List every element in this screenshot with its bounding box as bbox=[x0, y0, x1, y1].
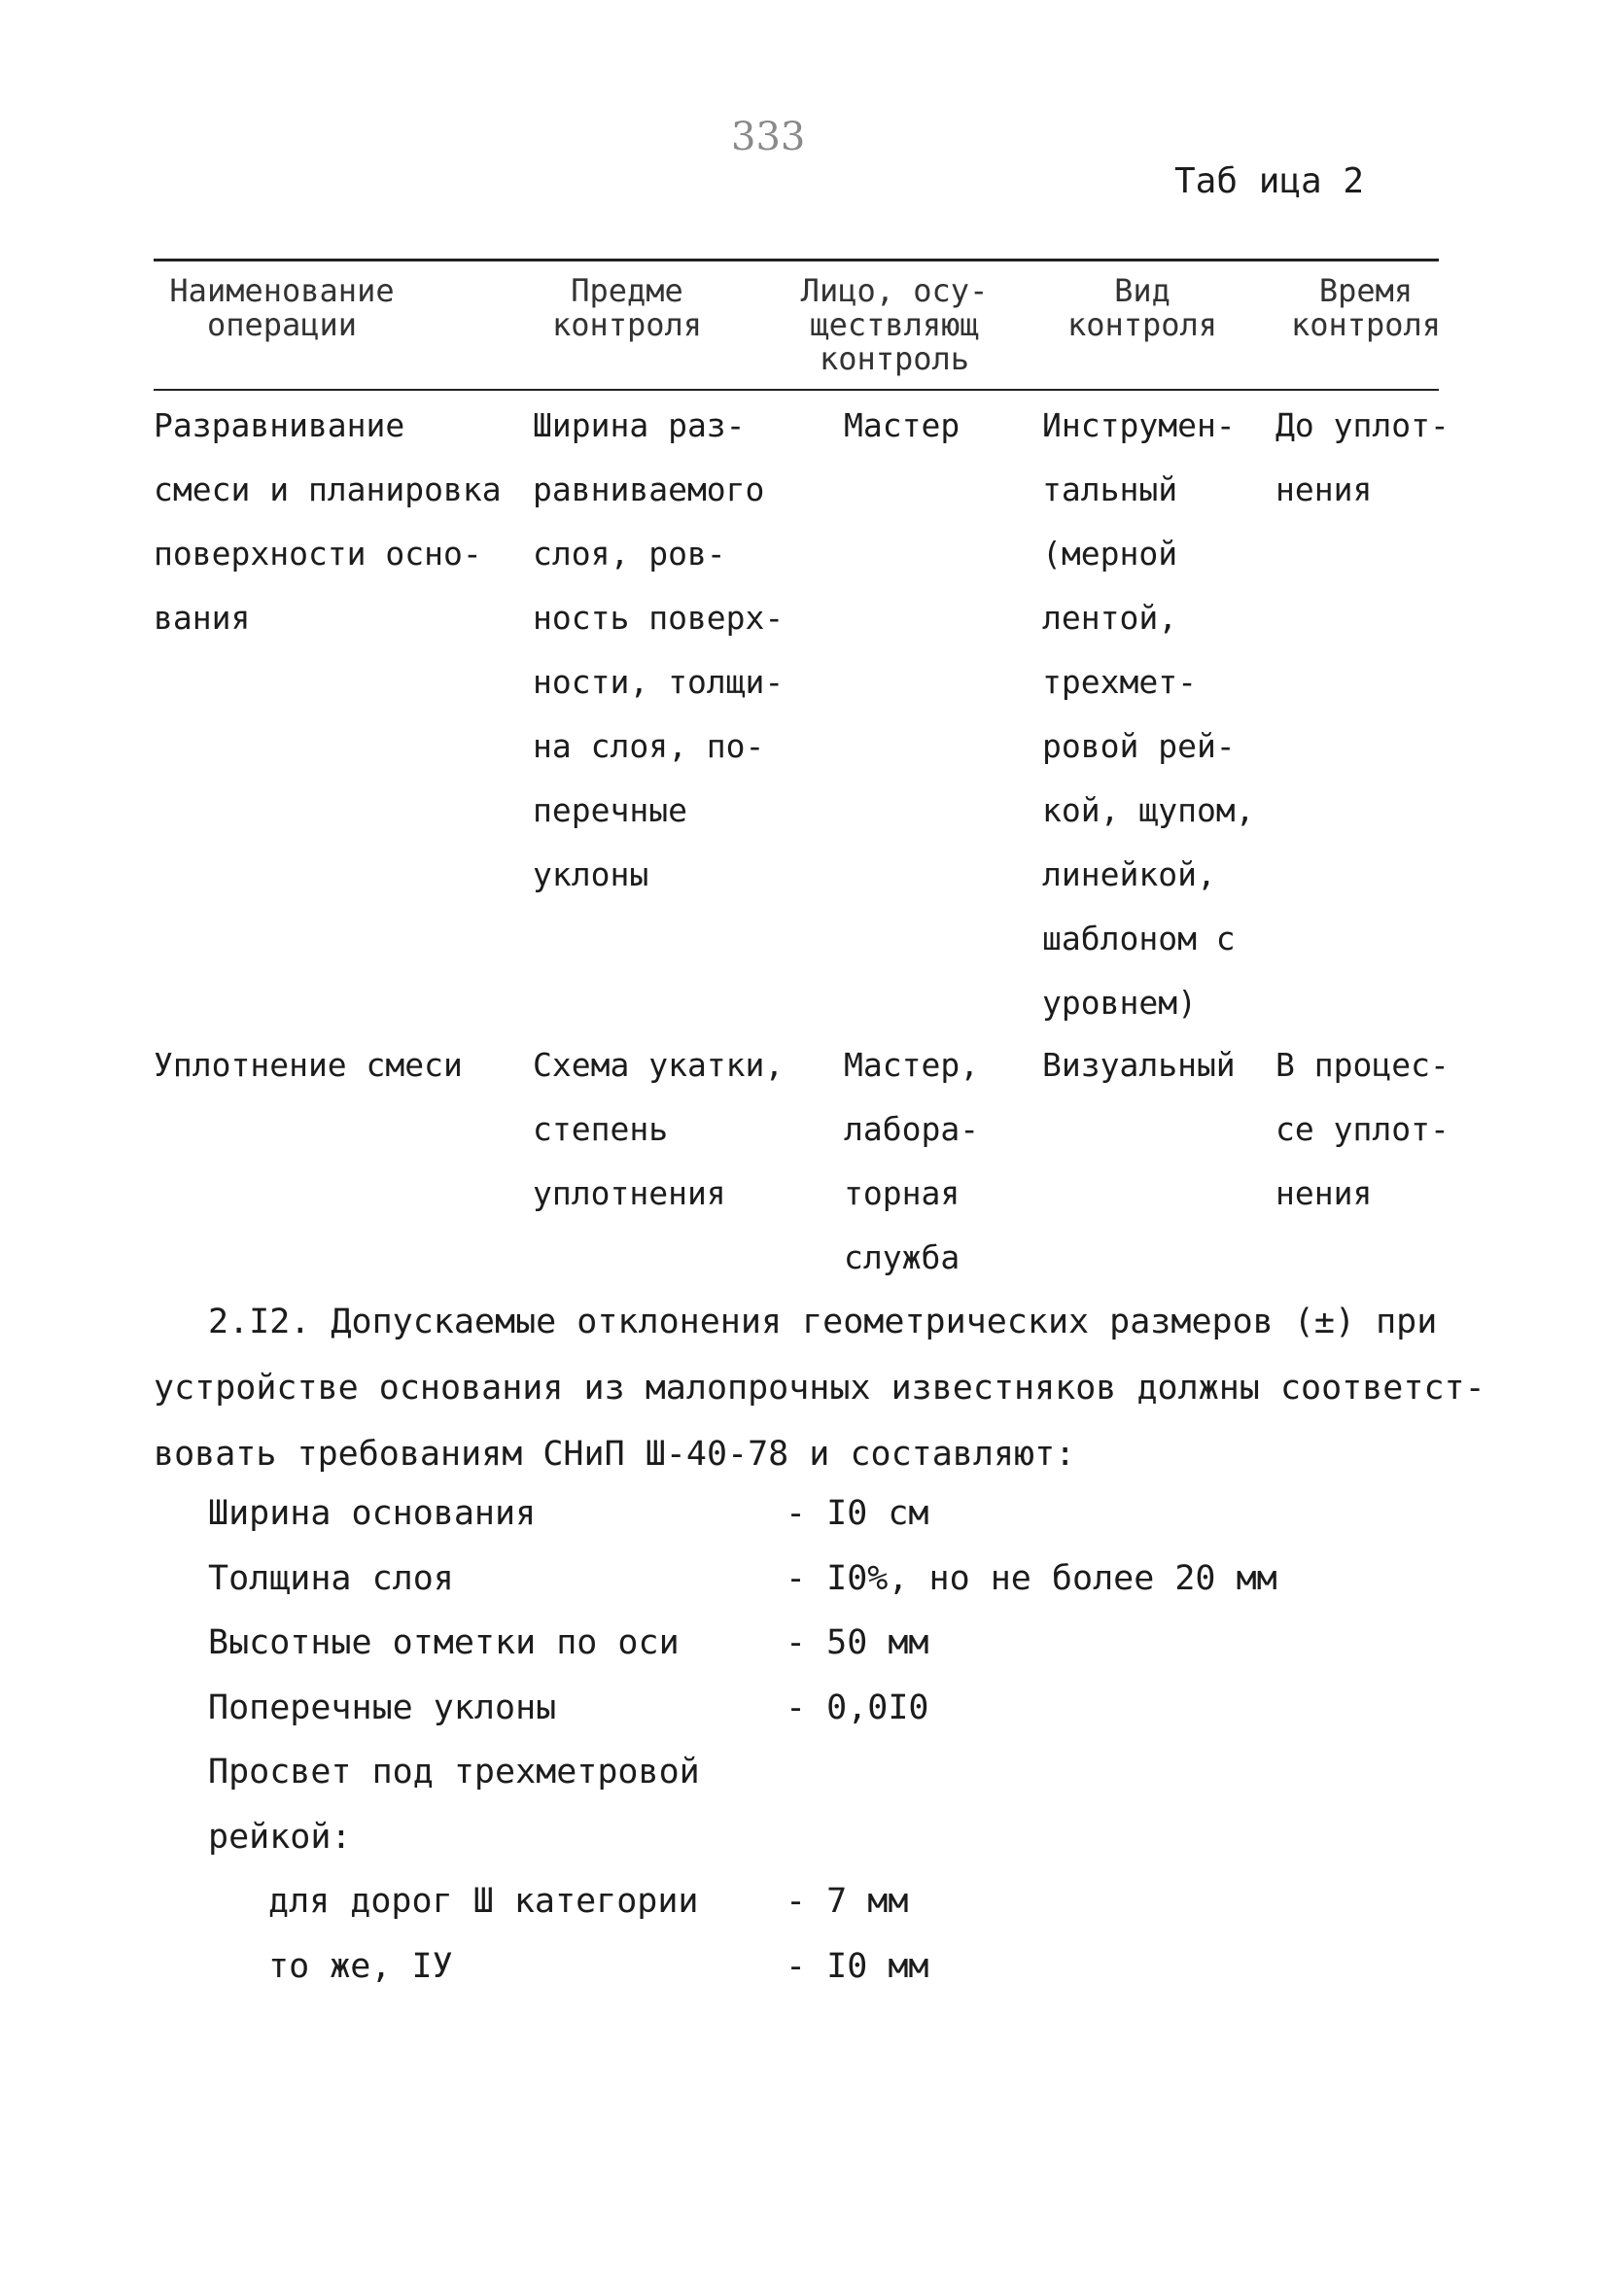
header-line: контроля bbox=[1066, 306, 1218, 343]
cell-line: До уплот- bbox=[1275, 406, 1450, 444]
cell-line: уровнем) bbox=[1042, 984, 1197, 1022]
tolerance-label: Толщина слоя bbox=[208, 1559, 454, 1598]
cell-line: В процес- bbox=[1275, 1046, 1450, 1084]
cell-line: служба bbox=[844, 1238, 961, 1276]
table-cell-kind bbox=[1042, 1033, 1236, 1097]
header-line: Лицо, осу- bbox=[800, 272, 989, 309]
tolerance-label: рейкой: bbox=[208, 1818, 352, 1857]
cell-line: ность поверх- bbox=[533, 599, 785, 637]
cell-line: Разравнивание bbox=[154, 406, 405, 444]
cell-line: Инструмен- bbox=[1042, 406, 1236, 444]
tolerance-value: - 0,0I0 bbox=[786, 1688, 929, 1727]
cell-line: Мастер, bbox=[844, 1046, 980, 1084]
tolerance-value: - 7 мм bbox=[786, 1882, 909, 1921]
paragraph-line: вовать требованиям СНиП Ш-40-78 и составляют: bbox=[154, 1435, 1076, 1474]
tolerance-label: для дорог Ш категории bbox=[268, 1882, 699, 1921]
cell-line: шаблоном с bbox=[1042, 920, 1236, 957]
paragraph-2-12 bbox=[154, 1289, 1485, 1487]
table-cell-time bbox=[1275, 394, 1450, 522]
cell-line: Уплотнение смеси bbox=[154, 1046, 463, 1084]
cell-line: кой, щупом, bbox=[1042, 791, 1255, 829]
cell-line: уплотнения bbox=[533, 1174, 726, 1212]
table-label: Таб ица 2 bbox=[1174, 161, 1365, 201]
cell-line: слоя, ров- bbox=[533, 535, 726, 573]
tolerance-label: то же, IУ bbox=[268, 1947, 453, 1986]
header-line: операции bbox=[206, 306, 358, 343]
header-line: контроля bbox=[551, 306, 703, 343]
cell-line: Ширина раз- bbox=[533, 406, 746, 444]
header-line: Время bbox=[1318, 272, 1414, 309]
cell-line: равниваемого bbox=[533, 470, 765, 508]
tolerance-label: Высотные отметки по оси bbox=[208, 1623, 680, 1662]
cell-line: уклоны bbox=[533, 855, 649, 893]
cell-line: лентой, bbox=[1042, 599, 1178, 637]
page-number: 333 bbox=[731, 115, 806, 159]
header-line: Предме bbox=[571, 272, 683, 309]
table-cell-kind bbox=[1042, 394, 1255, 1035]
header-line: контроль bbox=[819, 340, 970, 377]
table-cell-operation bbox=[154, 1033, 463, 1097]
header-line: Вид bbox=[1114, 272, 1170, 309]
cell-line: нения bbox=[1275, 1174, 1373, 1212]
table-top-rule bbox=[154, 259, 1439, 261]
tolerance-value: - I0%, но не более 20 мм bbox=[786, 1559, 1277, 1598]
tolerance-value: - I0 см bbox=[786, 1494, 929, 1533]
tolerance-value: - 50 мм bbox=[786, 1623, 929, 1662]
table-header-cell bbox=[1220, 274, 1512, 342]
cell-line: ровой рей- bbox=[1042, 727, 1236, 765]
header-line: Наименование bbox=[169, 272, 395, 309]
cell-line: се уплот- bbox=[1275, 1110, 1450, 1148]
cell-line: на слоя, по- bbox=[533, 727, 765, 765]
paragraph-line: 2.I2. Допускаемые отклонения геометрических размеров (±) при bbox=[208, 1303, 1438, 1341]
cell-line: поверхности осно- bbox=[154, 535, 482, 573]
table-header-cell bbox=[136, 274, 428, 342]
table-header-rule bbox=[154, 389, 1439, 391]
header-line: ществляющ bbox=[810, 306, 979, 343]
tolerance-label: Ширина основания bbox=[208, 1494, 537, 1533]
cell-line: Визуальный bbox=[1042, 1046, 1236, 1084]
cell-line: лабора- bbox=[844, 1110, 980, 1148]
cell-line: вания bbox=[154, 599, 251, 637]
table-cell-person bbox=[844, 394, 960, 458]
table-cell-person bbox=[844, 1033, 979, 1290]
cell-line: (мерной bbox=[1042, 535, 1178, 573]
table-cell-subject bbox=[533, 394, 784, 907]
cell-line: тальный bbox=[1042, 470, 1178, 508]
cell-line: Мастер bbox=[844, 406, 961, 444]
tolerance-label: Просвет под трехметровой bbox=[208, 1753, 700, 1792]
cell-line: линейкой, bbox=[1042, 855, 1216, 893]
cell-line: трехмет- bbox=[1042, 663, 1197, 701]
cell-line: торная bbox=[844, 1174, 961, 1212]
cell-line: ности, толщи- bbox=[533, 663, 785, 701]
cell-line: перечные bbox=[533, 791, 687, 829]
cell-line: степень bbox=[533, 1110, 669, 1148]
table-cell-subject bbox=[533, 1033, 784, 1226]
header-line: контроля bbox=[1290, 306, 1442, 343]
table-header-cell bbox=[481, 274, 773, 342]
table-cell-operation bbox=[154, 394, 502, 650]
paragraph-line: устройстве основания из малопрочных известняков должны соответст- bbox=[154, 1369, 1485, 1408]
cell-line: нения bbox=[1275, 470, 1373, 508]
tolerance-value: - I0 мм bbox=[786, 1947, 929, 1986]
tolerance-label: Поперечные уклоны bbox=[208, 1688, 557, 1727]
table-cell-time bbox=[1275, 1033, 1450, 1226]
cell-line: Схема укатки, bbox=[533, 1046, 785, 1084]
cell-line: смеси и планировка bbox=[154, 470, 502, 508]
